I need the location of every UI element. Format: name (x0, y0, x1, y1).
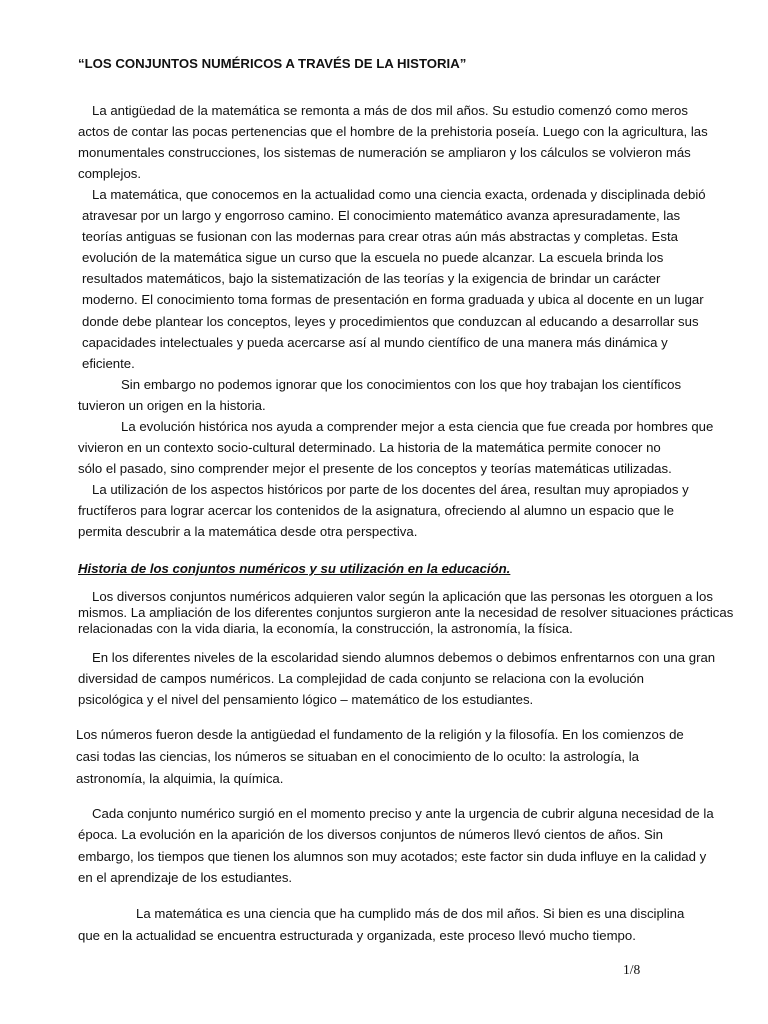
body-text-line: donde debe plantear los conceptos, leyes y procedimientos que conduzcan al educando a desarrollar sus (82, 314, 699, 329)
body-text-line: casi todas las ciencias, los números se situaban en el conocimiento de lo oculto: la astrología, la (76, 749, 639, 764)
body-text-line: La matemática, que conocemos en la actualidad como una ciencia exacta, ordenada y disciplinada debió (92, 187, 706, 202)
body-text-line: atravesar por un largo y engorroso camino. El conocimiento matemático avanza apresuradamente, las (82, 208, 681, 223)
body-text-line: moderno. El conocimiento toma formas de presentación en forma graduada y ubica al docente en un lugar (82, 292, 704, 307)
body-text-line: Los números fueron desde la antigüedad el fundamento de la religión y la filosofía. En los comienzos de (76, 727, 684, 742)
body-text-line: La utilización de los aspectos históricos por parte de los docentes del área, resultan muy apropiados y (92, 482, 689, 497)
body-text-line: resultados matemáticos, bajo la sistematización de las teorías y la exigencia de brindar un carácter (82, 271, 661, 286)
body-text-line: La evolución histórica nos ayuda a comprender mejor a esta ciencia que fue creada por hombres que (121, 419, 714, 434)
body-text-line: En los diferentes niveles de la escolaridad siendo alumnos debemos o debimos enfrentarnos con una gran (92, 650, 716, 665)
body-text-line: sólo el pasado, sino comprender mejor el presente de los conceptos y teorías matemáticas utilizadas. (78, 461, 672, 476)
body-text-line: teorías antiguas se fusionan con las modernas para crear otras aún más abstractas y completas. Esta (82, 229, 678, 244)
body-text-line: Sin embargo no podemos ignorar que los conocimientos con los que hoy trabajan los científicos (121, 377, 682, 392)
body-text-line: La antigüedad de la matemática se remonta a más de dos mil años. Su estudio comenzó como meros (92, 103, 688, 118)
body-text-line: Los diversos conjuntos numéricos adquieren valor según la aplicación que las personas les otorguen a los (92, 589, 713, 604)
body-text-line: capacidades intelectuales y pueda acercarse así al mundo científico de una manera más dinámica y (82, 335, 668, 350)
body-text-line: embargo, los tiempos que tienen los alumnos son muy acotados; este factor sin duda influye en la calidad y (78, 849, 707, 864)
body-text-line: fructíferos para lograr acercar los contenidos de la asignatura, ofreciendo al alumno un espacio que le (78, 503, 674, 518)
page-number: 1/8 (623, 962, 641, 977)
body-text-line: vivieron en un contexto socio-cultural determinado. La historia de la matemática permite conocer no (78, 440, 661, 455)
body-text-line: eficiente. (82, 356, 135, 371)
body-text-line: complejos. (78, 166, 142, 181)
body-text-line: época. La evolución en la aparición de los diversos conjuntos de números llevó cientos de años. Sin (78, 827, 664, 842)
body-text-line: que en la actualidad se encuentra estructurada y organizada, este proceso llevó mucho tiempo. (78, 928, 636, 943)
body-text-line: diversidad de campos numéricos. La complejidad de cada conjunto se relaciona con la evolución (78, 671, 644, 686)
body-text-line: permita descubrir a la matemática desde otra perspectiva. (78, 524, 418, 539)
body-text-line: actos de contar las pocas pertenencias que el hombre de la prehistoria poseía. Luego con la agricultura, las (78, 124, 708, 139)
section-heading: Historia de los conjuntos numéricos y su utilización en la educación. (78, 561, 511, 576)
body-text-line: psicológica y el nivel del pensamiento lógico – matemático de los estudiantes. (78, 692, 534, 707)
body-text-line: evolución de la matemática sigue un curso que la escuela no puede alcanzar. La escuela brinda los (82, 250, 664, 265)
body-text-line: Cada conjunto numérico surgió en el momento preciso y ante la urgencia de cubrir alguna necesidad de la (92, 806, 714, 821)
body-text-line: monumentales construcciones, los sistemas de numeración se ampliaron y los cálculos se volvieron más (78, 145, 691, 160)
body-text-line: relacionadas con la vida diaria, la economía, la construcción, la astronomía, la física. (78, 621, 573, 636)
body-text-line: en el aprendizaje de los estudiantes. (78, 870, 293, 885)
body-text-line: mismos. La ampliación de los diferentes conjuntos surgieron ante la necesidad de resolver situaciones prácticas (78, 605, 734, 620)
body-text-line: astronomía, la alquimia, la química. (76, 771, 284, 786)
body-text-line: tuvieron un origen en la historia. (78, 398, 266, 413)
body-text-line: La matemática es una ciencia que ha cumplido más de dos mil años. Si bien es una disciplina (136, 906, 685, 921)
document-title: “LOS CONJUNTOS NUMÉRICOS A TRAVÉS DE LA HISTORIA” (78, 56, 467, 71)
